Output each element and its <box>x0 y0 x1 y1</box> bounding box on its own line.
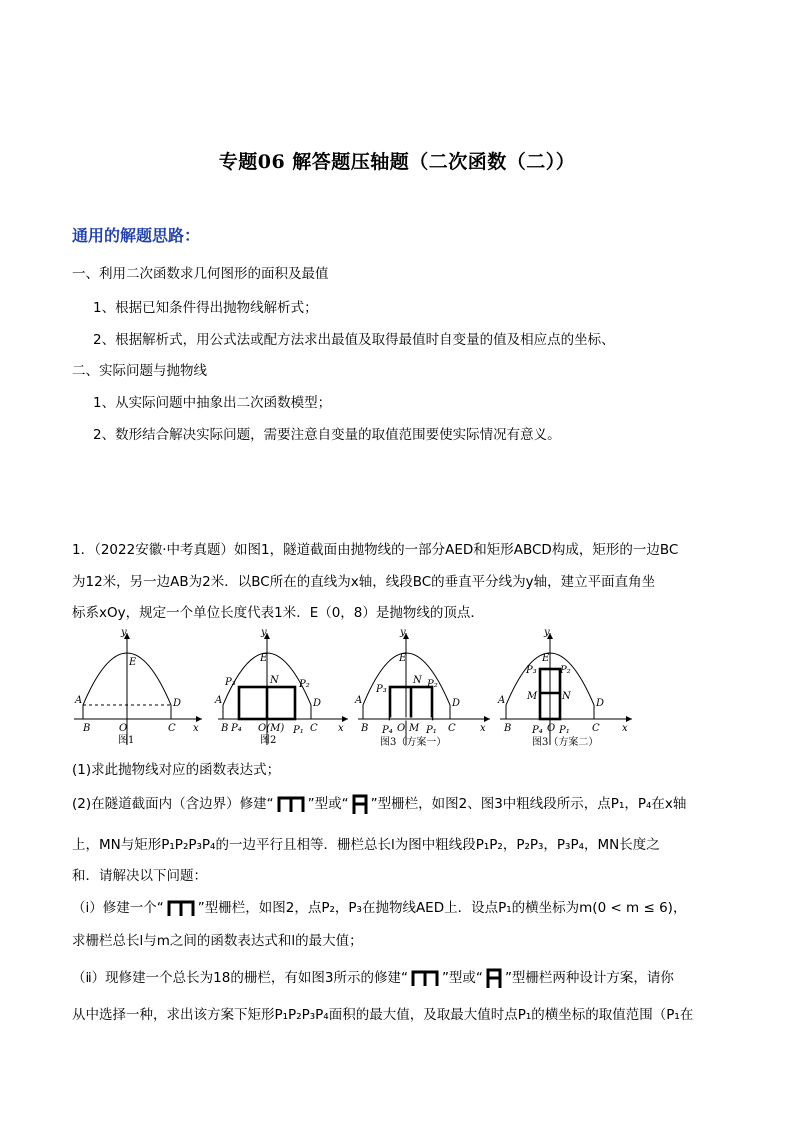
fig3a-label-N: N <box>413 675 422 686</box>
fig3a-label-O: O <box>397 723 406 734</box>
question-2ii-text-a: （ⅱ）现修建一个总长为18的栅栏，有如图3所示的修建“ <box>72 970 408 986</box>
pi-shaped-fence-icon <box>276 795 306 813</box>
question-2i-line-2: 求栅栏总长l与m之间的函数表达式和l的最大值； <box>72 933 363 949</box>
fig1-label-y: y <box>121 627 127 638</box>
fig1-label-E: E <box>129 657 137 668</box>
question-2ii-text-c: ”型栅栏两种设计方案，请你 <box>504 970 674 986</box>
fig2-label-E: E <box>260 653 268 664</box>
approach-item-1: 一、利用二次函数求几何图形的面积及最值 <box>72 266 329 282</box>
question-2i-line-1 <box>72 896 686 917</box>
fig3b-label-O: O <box>547 723 556 734</box>
fig3b-label-P3: P₃ <box>526 665 537 676</box>
question-2-line-2: 上，MN与矩形P₁P₂P₃P₄的一边平行且相等．栅栏总长l为图中粗线段P₁P₂，P₂P₃，P₃P₄，MN长度之 <box>72 837 660 853</box>
fig3a-label-P2: P₂ <box>427 679 438 690</box>
fig2-label-OM: O(M) <box>258 723 285 734</box>
fig2-label-D: D <box>313 698 322 709</box>
question-2-line-1 <box>72 792 686 815</box>
fig2-label-B: B <box>221 723 229 734</box>
fig2-label-P3: P₃ <box>225 677 236 688</box>
fig3a-label-y: y <box>400 627 406 638</box>
fig1-label-B: B <box>83 723 91 734</box>
approach-item-2: 二、实际问题与抛物线 <box>72 363 207 379</box>
fig3b-label-N: N <box>562 691 571 702</box>
fig3b-label-E: E <box>542 653 550 664</box>
fig3b-label-P2: P₂ <box>560 665 571 676</box>
question-2-line-3: 和．请解决以下问题： <box>72 868 207 884</box>
fig3a-label-B: B <box>361 723 369 734</box>
fig3b-label-x: x <box>622 723 628 734</box>
fig3b-label-P4: P₄ <box>532 725 543 736</box>
fig2-label-P4: P₄ <box>231 723 242 734</box>
approach-item-2-1: 1、从实际问题中抽象出二次函数模型； <box>93 395 332 411</box>
question-2-text-c: ”型栅栏，如图2、图3中粗线段所示，点P₁，P₄在x轴 <box>370 796 687 812</box>
fig1-label-D: D <box>173 698 182 709</box>
figure-strip <box>70 625 640 753</box>
fig2-caption: 图2 <box>260 735 277 746</box>
fig3a-label-x: x <box>480 723 486 734</box>
approach-item-1-2: 2、根据解析式，用公式法或配方法求出最值及取得最值时自变量的值及相应点的坐标、 <box>93 332 615 348</box>
fig3a-label-M: M <box>409 723 420 734</box>
fig2-label-A: A <box>215 695 223 706</box>
problem-number: 1 <box>72 542 81 558</box>
fig3b-label-M: M <box>527 691 538 702</box>
fig3a-label-A: A <box>355 695 363 706</box>
figure-1 <box>74 627 202 746</box>
fig2-label-P1: P₁ <box>293 725 304 736</box>
question-2ii-text-b: ”型或“ <box>441 970 483 986</box>
fig1-label-A: A <box>75 695 83 706</box>
pi-shaped-fence-icon <box>410 969 440 987</box>
question-2i-text-b: ”型栅栏，如图2，点P₂，P₃在抛物线AED上．设点P₁的横坐标为m(0 < m ≤ 6)， <box>197 900 687 916</box>
problem-source: （2022安徽·中考真题） <box>94 542 234 558</box>
fig1-caption: 图1 <box>118 735 135 746</box>
fig3b-label-C: C <box>592 723 600 734</box>
h-shaped-fence-icon <box>485 967 503 989</box>
fig3b-caption: 图3（方案二） <box>532 737 599 748</box>
fig3b-label-A: A <box>498 695 506 706</box>
question-2i-text-a: （ⅰ）修建一个“ <box>72 900 164 916</box>
fig3b-label-y: y <box>544 627 550 638</box>
section-heading: 通用的解题思路： <box>72 226 201 245</box>
fig2-label-x: x <box>338 723 344 734</box>
fig2-label-P2: P₂ <box>299 679 310 690</box>
approach-item-2-2: 2、数形结合解决实际问题，需要注意自变量的取值范围要使实际情况有意义。 <box>93 427 561 443</box>
fig3b-label-P1: P₁ <box>559 725 570 736</box>
figure-3-plan-2 <box>497 627 632 748</box>
problem-stem-line-1: 1．（2022安徽·中考真题）如图1，隧道截面由抛物线的一部分AED和矩形ABCD构成，矩形的一边BC <box>72 542 679 558</box>
question-2ii-line-1 <box>72 966 674 989</box>
problem-stem-line-3: 标系xOy，规定一个单位长度代表1米．E（0，8）是抛物线的顶点． <box>72 605 484 621</box>
question-2ii-line-2: 从中选择一种，求出该方案下矩形P₁P₂P₃P₄面积的最大值，及取最大值时点P₁的横坐标的取值范围（P₁在 <box>72 1007 694 1023</box>
fig2-label-N: N <box>270 675 279 686</box>
problem-stem-line-2: 为12米，另一边AB为2米．以BC所在的直线为x轴，线段BC的垂直平分线为y轴，建立平面直角坐 <box>72 574 656 590</box>
fig3a-label-P1: P₁ <box>426 725 437 736</box>
fig3a-label-D: D <box>452 698 461 709</box>
fig2-label-C: C <box>310 723 318 734</box>
question-2-text-a: (2)在隧道截面内（含边界）修建“ <box>72 796 274 812</box>
pi-shaped-fence-icon <box>166 899 196 917</box>
page-title: 专题06 解答题压轴题（二次函数（二）） <box>218 151 576 173</box>
h-shaped-fence-icon <box>351 793 369 815</box>
figure-2 <box>214 627 348 746</box>
fig3a-label-P4: P₄ <box>382 725 393 736</box>
fig1-label-O: O <box>119 723 128 734</box>
fig2-label-y: y <box>261 627 267 638</box>
fig3b-label-B: B <box>504 723 512 734</box>
problem-stem-text-1: 如图1，隧道截面由抛物线的一部分AED和矩形ABCD构成，矩形的一边BC <box>234 542 679 558</box>
question-2-text-b: ”型或“ <box>307 796 349 812</box>
fig3a-caption: 图3（方案一） <box>380 737 447 748</box>
question-1: (1)求此抛物线对应的函数表达式； <box>72 762 281 778</box>
figure-3-plan-1 <box>354 627 490 748</box>
fig1-label-C: C <box>168 723 176 734</box>
fig3a-label-E: E <box>399 653 407 664</box>
approach-item-1-1: 1、根据已知条件得出抛物线解析式； <box>93 300 318 316</box>
fig1-label-x: x <box>193 723 199 734</box>
fig3a-label-C: C <box>448 723 456 734</box>
fig3b-label-D: D <box>596 698 605 709</box>
fig3a-label-P3: P₃ <box>376 684 387 695</box>
